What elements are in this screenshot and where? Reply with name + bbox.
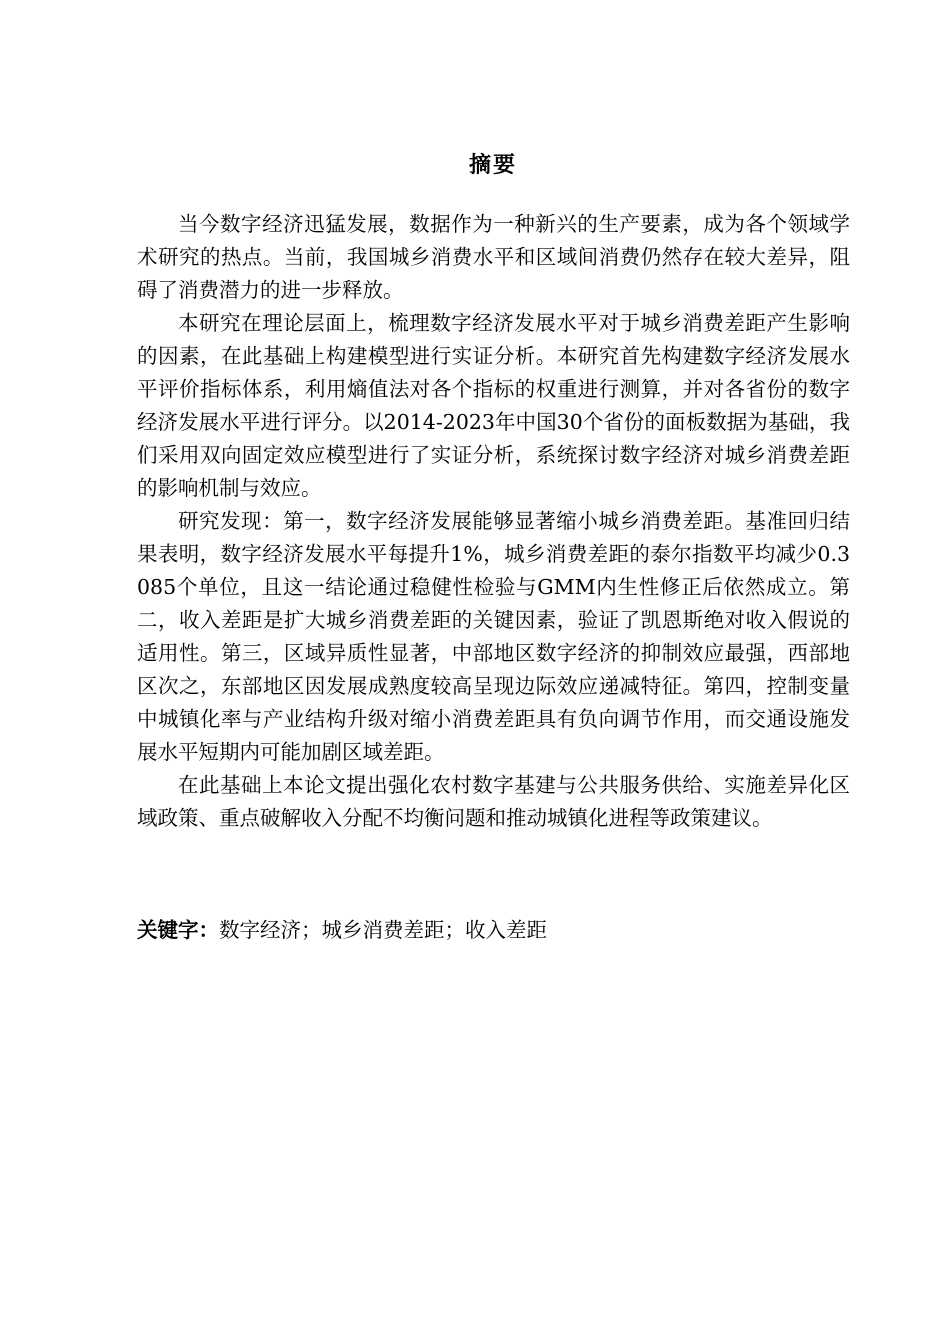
abstract-body: [137, 208, 850, 835]
paragraph-4: 在此基础上本论文提出强化农村数字基建与公共服务供给、实施差异化区域政策、重点破解收入分配不均衡问题和推动城镇化进程等政策建议。: [137, 773, 850, 830]
keywords-text: 数字经济；城乡消费差距；收入差距: [219, 918, 547, 942]
paragraph-1: 当今数字经济迅猛发展，数据作为一种新兴的生产要素，成为各个领域学术研究的热点。当前，我国城乡消费水平和区域间消费仍然存在较大差异，阻碍了消费潜力的进一步释放。: [137, 212, 850, 302]
paragraph-3: 研究发现：第一，数字经济发展能够显著缩小城乡消费差距。基准回归结果表明，数字经济发展水平每提升1%，城乡消费差距的泰尔指数平均减少0.3085个单位，且这一结论通过稳健性检验与GMM内生性修正后依然成立。第二，收入差距是扩大城乡消费差距的关键因素，验证了凯恩斯绝对收入假说的适用性。第三，区域异质性显著，中部地区数字经济的抑制效应最强，西部地区次之，东部地区因发展成熟度较高呈现边际效应递减特征。第四，控制变量中城镇化率与产业结构升级对缩小消费差距具有负向调节作用，而交通设施发展水平短期内可能加剧区域差距。: [137, 509, 850, 764]
page-title: 摘要: [468, 153, 517, 178]
keywords-line: [137, 914, 547, 947]
paragraph-2: 本研究在理论层面上，梳理数字经济发展水平对于城乡消费差距产生影响的因素，在此基础上构建模型进行实证分析。本研究首先构建数字经济发展水平评价指标体系，利用熵值法对各个指标的权重进行测算，并对各省份的数字经济发展水平进行评分。以2014-2023年中国30个省份的面板数据为基础，我们采用双向固定效应模型进行了实证分析，系统探讨数字经济对城乡消费差距的影响机制与效应。: [137, 311, 850, 500]
keywords-label: 关键字：: [137, 918, 219, 942]
